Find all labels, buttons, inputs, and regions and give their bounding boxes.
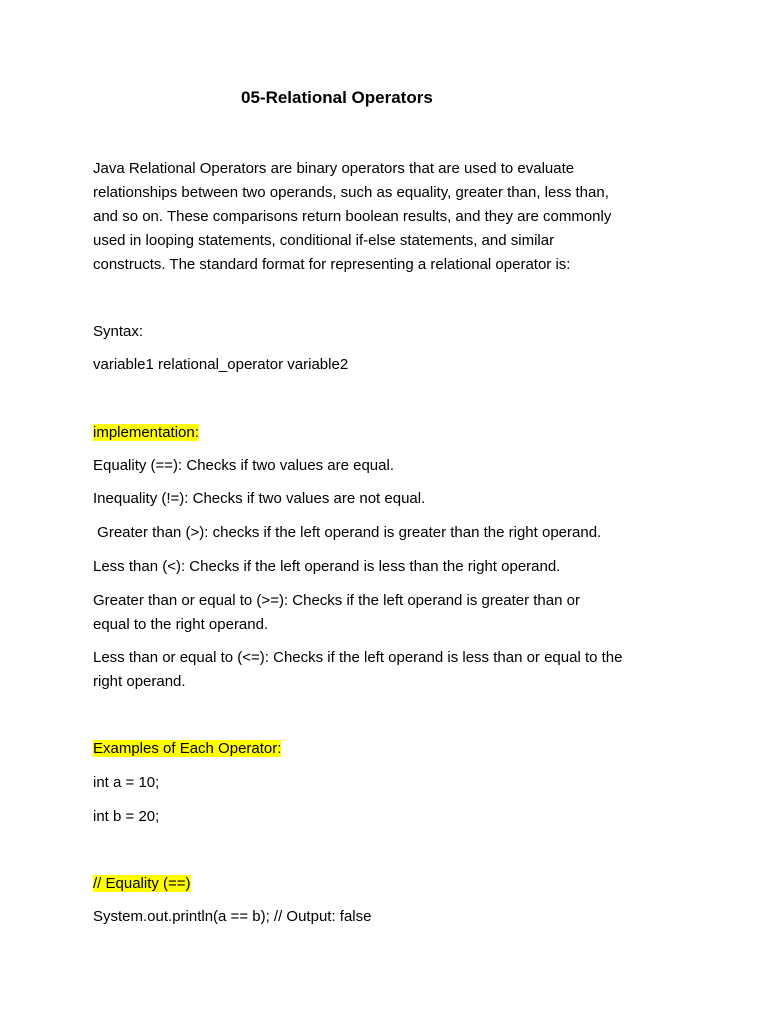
equality-code: System.out.println(a == b); // Output: false [93,908,372,925]
equality-comment-text: // Equality (==) [93,875,191,892]
implementation-heading [93,421,199,445]
intro-line-1: Java Relational Operators are binary operators that are used to evaluate [93,160,575,177]
intro-line-5: constructs. The standard format for representing a relational operator is: [93,256,571,273]
operator-inequality: Inequality (!=): Checks if two values are not equal. [93,490,426,507]
operator-less-equal-line-1: Less than or equal to (<=): Checks if the left operand is less than or equal to the [93,649,623,666]
syntax-label: Syntax: [93,323,144,340]
example-b: int b = 20; [93,808,160,825]
examples-heading-text: Examples of Each Operator: [93,740,282,757]
operator-greater-equal-line-1: Greater than or equal to (>=): Checks if the left operand is greater than or [93,592,580,609]
examples-heading [93,737,281,761]
intro-line-3: and so on. These comparisons return boolean results, and they are commonly [93,208,612,225]
operator-less: Less than (<): Checks if the left operand is less than the right operand. [93,558,561,575]
implementation-heading-text: implementation: [93,424,199,441]
operator-greater-equal-line-2: equal to the right operand. [93,616,269,633]
example-a: int a = 10; [93,774,160,791]
operator-greater: Greater than (>): checks if the left operand is greater than the right operand. [93,524,602,541]
syntax-value: variable1 relational_operator variable2 [93,356,349,373]
intro-line-4: used in looping statements, conditional if-else statements, and similar [93,232,555,249]
operator-equality: Equality (==): Checks if two values are equal. [93,457,394,474]
intro-line-2: relationships between two operands, such as equality, greater than, less than, [93,184,609,201]
operator-less-equal-line-2: right operand. [93,673,186,690]
document-title: 05-Relational Operators [241,88,433,107]
equality-comment [93,872,191,896]
